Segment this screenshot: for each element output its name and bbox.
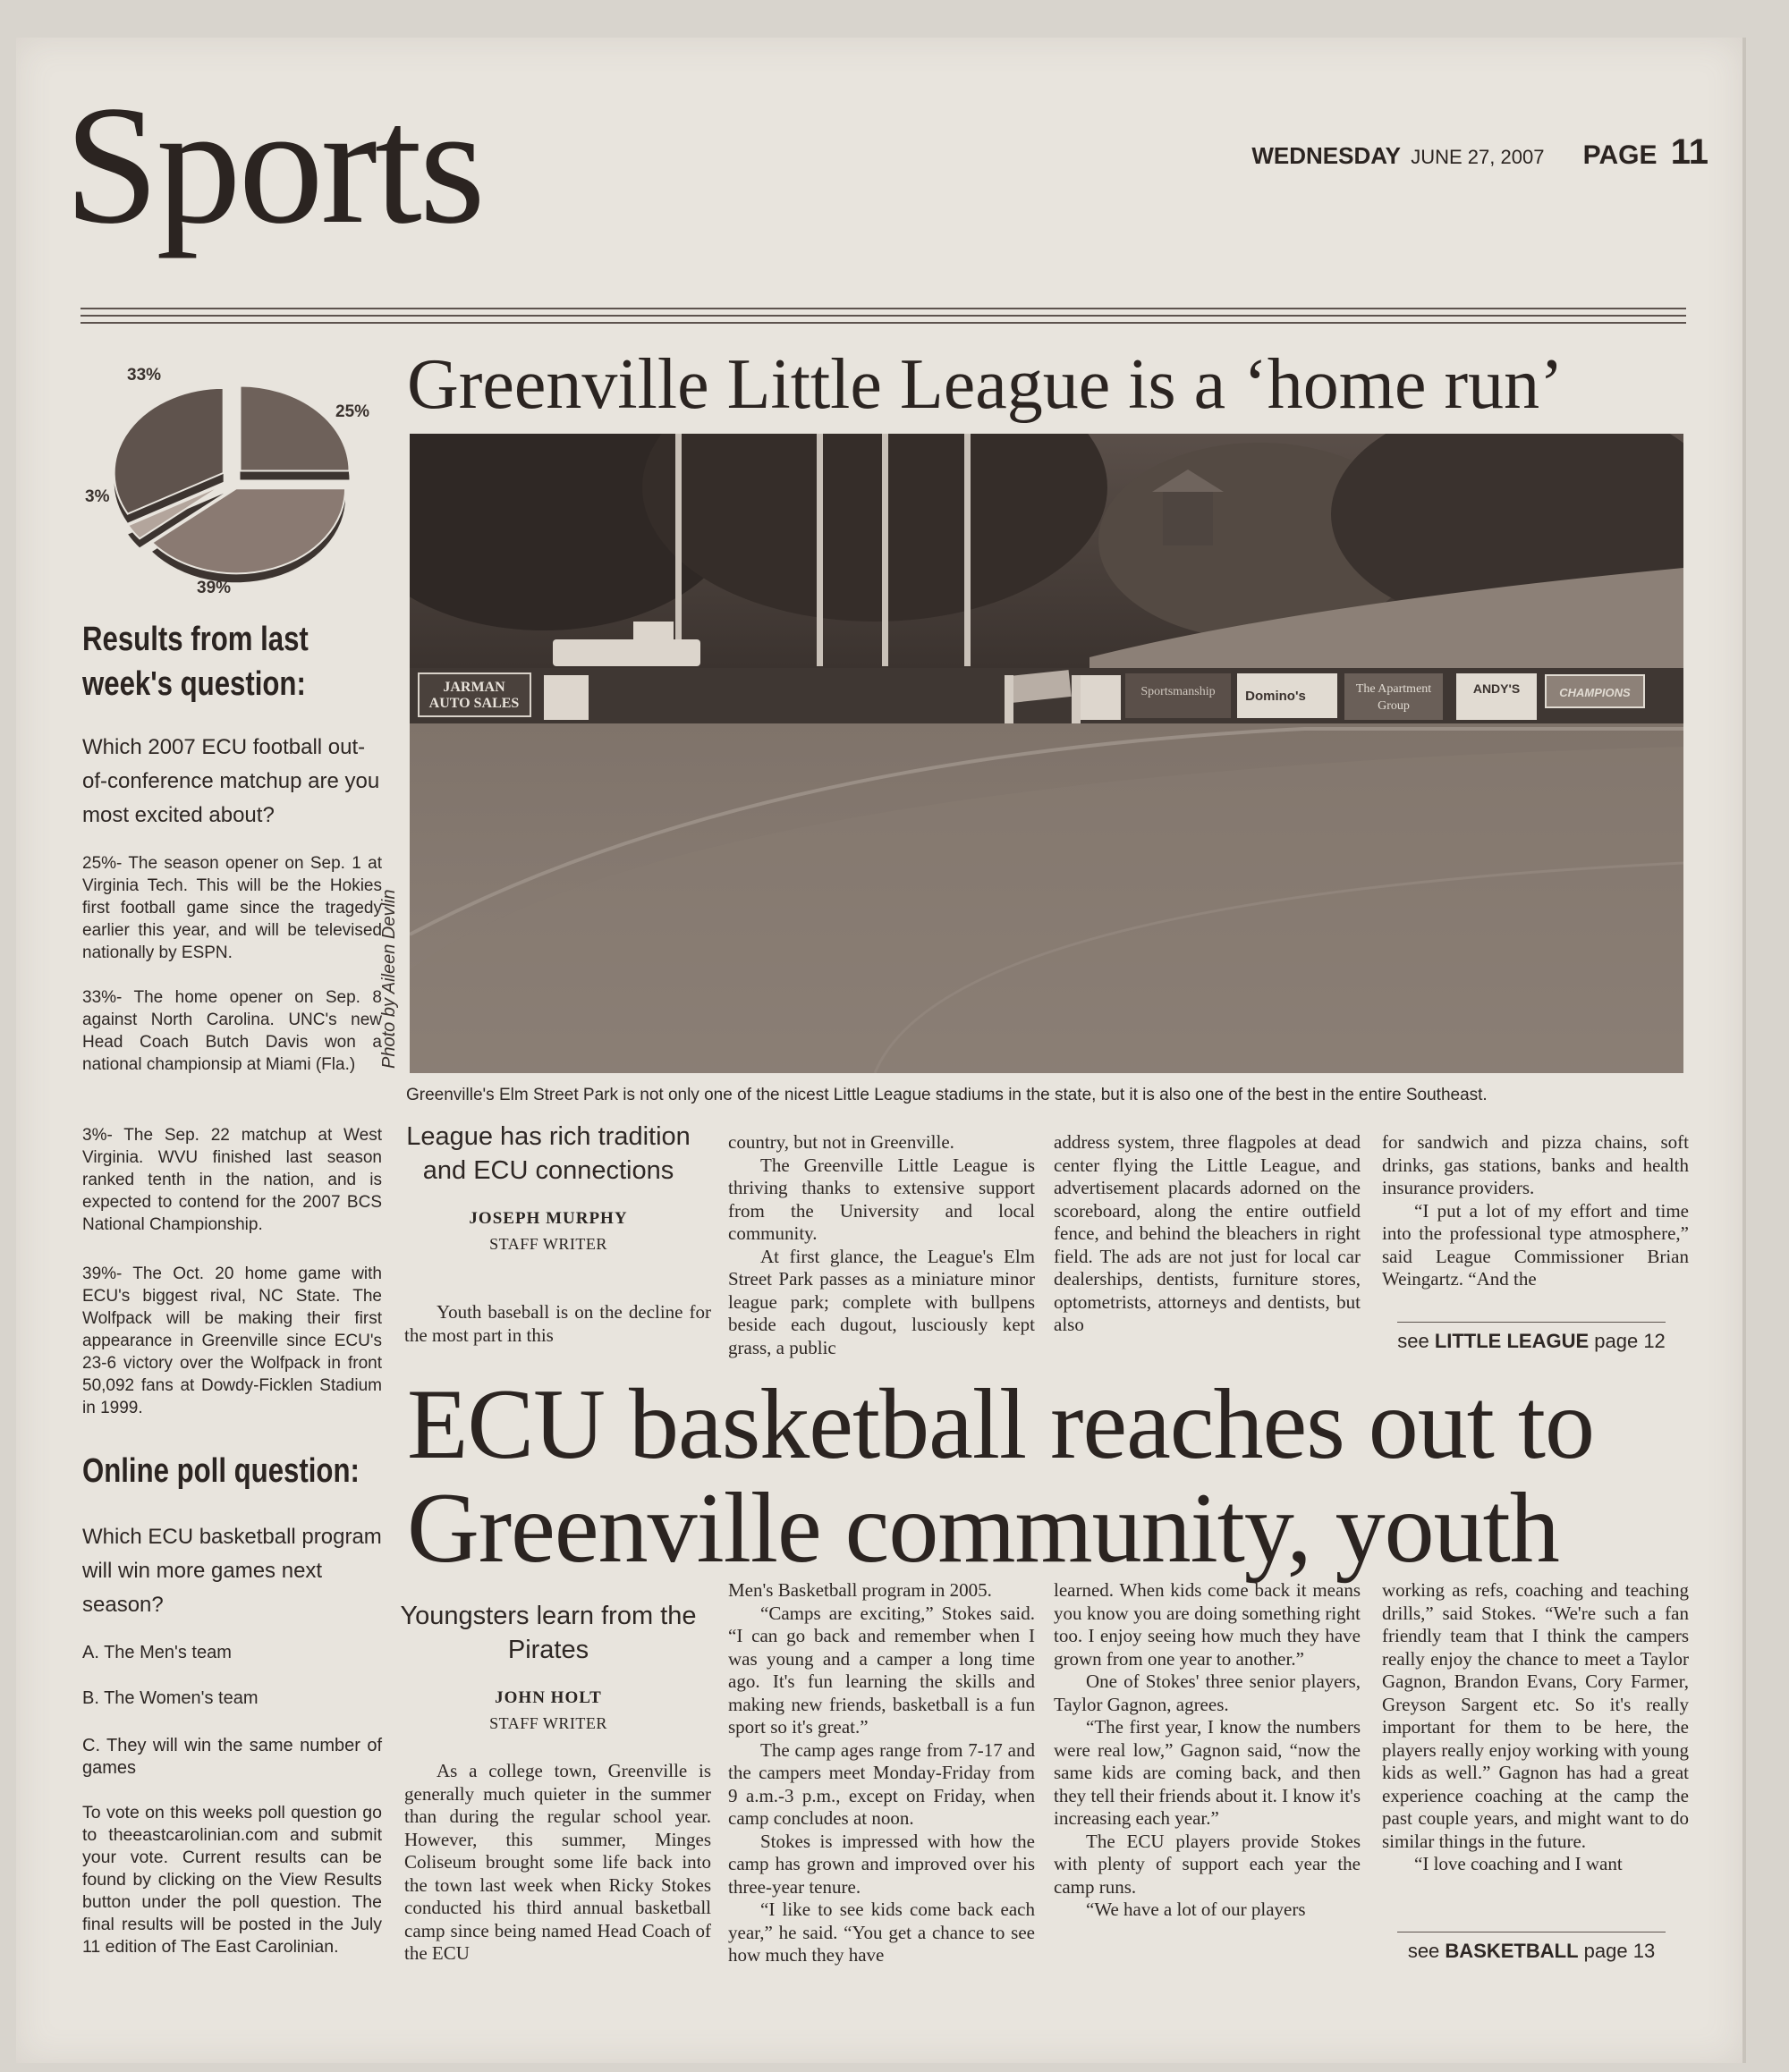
pie-svg <box>72 353 394 613</box>
online-poll-heading: Online poll question: <box>82 1452 360 1490</box>
online-poll-option-c: C. They will win the same number of games <box>82 1736 382 1778</box>
little-league-jump-link[interactable] <box>1397 1322 1666 1353</box>
basketball-paragraph: One of Stokes' three senior players, Taylor Gagnon, agrees. <box>1054 1670 1361 1715</box>
pie-slice-25pct <box>240 386 349 471</box>
basketball-headline: ECU basketball reaches out to Greenville community, youth <box>407 1369 1595 1584</box>
little-league-paragraph: At first glance, the League's Elm Street Park passes as a miniature minor league park; complete with bullpens beside each dugout, lusciously kept grass, a public <box>728 1245 1035 1358</box>
pie-label-33: 33% <box>127 366 162 385</box>
sign-champions: CHAMPIONS <box>1559 686 1631 699</box>
little-league-paragraph: address system, three flagpoles at dead center flying the Little League, and advertisement placards adorned on the scoreboard, along the entire outfield fence, and behind the bleachers in right field. The ads are not just for local car dealerships, dentists, furniture stores, optometrists, attorneys and dentists, but also <box>1054 1131 1361 1335</box>
basketball-paragraph: The camp ages range from 7-17 and the campers meet Monday-Friday from 9 a.m.-3 p.m., except on Friday, when camp concludes at noon. <box>728 1738 1035 1829</box>
basketball-byline: JOHN HOLT <box>495 1688 602 1707</box>
online-poll-option-a: A. The Men's team <box>82 1643 232 1662</box>
little-league-paragraph: Youth baseball is on the decline for the most part in this <box>404 1301 711 1346</box>
online-poll-instructions: To vote on this weeks poll question go to theeastcarolinian.com and submit your vote. Current results can be found by clicking on the View Results button under the poll question. The final results will be posted in the July 11 edition of The East Carolinian. <box>82 1803 382 1957</box>
sign-dominos: Domino's <box>1245 689 1306 704</box>
sign-jarman-2: AUTO SALES <box>428 696 520 711</box>
section-title: Sports <box>64 72 483 259</box>
poll-results-pie-chart <box>72 353 394 613</box>
park-photo-illustration <box>410 434 1683 1073</box>
little-league-column-2 <box>728 1131 1035 1359</box>
basketball-paragraph: The ECU players provide Stokes with plenty of support each year the camp runs. <box>1054 1830 1361 1898</box>
basketball-paragraph: “I like to see kids come back each year,” he said. “You get a chance to see how much they have <box>728 1899 1035 1966</box>
sign-jarman-1: JARMAN <box>443 680 505 695</box>
basketball-paragraph: “Camps are exciting,” Stokes said. “I can go back and remember when I was young and a camper a long time ago. It's fun learning the skills and making new friends, basketball is a fun sport so it's great.” <box>728 1602 1035 1738</box>
basketball-paragraph: “We have a lot of our players <box>1086 1899 1306 1920</box>
little-league-column-4 <box>1382 1131 1689 1291</box>
pie-label-3: 3% <box>85 487 110 506</box>
online-poll-option-b: B. The Women's team <box>82 1688 259 1708</box>
sign-apartment-1: The Apartment <box>1355 682 1432 696</box>
photo-caption: Greenville's Elm Street Park is not only one of the nicest Little League stadiums in the state, but it is also one of the best in the entire Southeast. <box>406 1086 1488 1104</box>
dateline <box>1251 132 1708 173</box>
pie-label-39: 39% <box>197 579 232 597</box>
elm-street-park-photo <box>410 434 1683 1073</box>
masthead-rule-top <box>81 308 1686 309</box>
sign-andys: ANDY'S <box>1472 681 1521 696</box>
basketball-column-3 <box>1054 1579 1361 1922</box>
online-poll-question: Which ECU basketball program will win more games next season? <box>82 1525 382 1617</box>
basketball-paragraph: As a college town, Greenville is generally much quieter in the summer than during the regular school year. However, this summer, Minges Coliseum brought some life back into the town last week when Ricky Stokes conducted his third annual basketball camp since being named Head Coach of the ECU <box>404 1760 711 1964</box>
poll-results-question: Which 2007 ECU football out-of-conference matchup are you most excited about? <box>82 735 380 827</box>
basketball-paragraph: “I love coaching and I want <box>1414 1853 1623 1874</box>
masthead-rule-bottom <box>81 322 1686 324</box>
little-league-headline: Greenville Little League is a ‘home run’ <box>407 345 1564 424</box>
basketball-subhead: Youngsters learn from the Pirates <box>400 1602 697 1664</box>
pie-slices <box>114 386 350 583</box>
jump-see-text: see <box>1397 1330 1429 1352</box>
little-league-paragraph: “I put a lot of my effort and time into the professional type atmosphere,” said League Commissioner Brian Weingartz. “And the <box>1382 1199 1689 1290</box>
poll-answer-2: 33%- The home opener on Sep. 8 against North Carolina. UNC's new Head Coach Butch Davis won a national championsip at Miami (Fla.) <box>82 988 382 1074</box>
basketball-column-4 <box>1382 1579 1689 1876</box>
basketball-column-1 <box>404 1760 711 1966</box>
dateline-day: WEDNESDAY <box>1251 142 1401 169</box>
sign-apartment-2: Group <box>1378 699 1410 713</box>
basketball-paragraph: “The first year, I know the numbers were real low,” Gagnon said, “now the same kids are coming back, and then they tell their friends about it. I know it's increasing each year.” <box>1054 1716 1361 1829</box>
pie-label-25: 25% <box>335 402 370 421</box>
poll-answer-3: 3%- The Sep. 22 matchup at West Virginia. WVU finished last season ranked tenth in the nation, and is expected to contend for the 2007 BCS National Championship. <box>82 1126 382 1234</box>
little-league-column-3 <box>1054 1131 1361 1337</box>
basketball-jump-link[interactable] <box>1397 1932 1666 1963</box>
basketball-paragraph: working as refs, coaching and teaching drills,” said Stokes. “We're such a fan friendly team that I think the campers really enjoy the chance to meet a Taylor Gagnon, Brandon Evans, Cory Farmer, Greyson Sargent etc. So it's really important for them to be here, the players really enjoy working with young kids as well.” Gagnon has had a great experience coaching at the camp the past couple years, and might want to do similar things in the future. <box>1382 1579 1689 1852</box>
little-league-subhead: League has rich tradition and ECU connections <box>406 1122 691 1185</box>
dateline-date: JUNE 27, 2007 <box>1411 146 1545 168</box>
little-league-paragraph: country, but not in Greenville. <box>728 1131 954 1153</box>
masthead-rule-middle <box>81 315 1686 317</box>
little-league-column-1 <box>404 1301 711 1347</box>
sign-sportsmanship: Sportsmanship <box>1140 685 1216 698</box>
little-league-byline-title: STAFF WRITER <box>489 1235 607 1253</box>
photo-credit <box>379 1038 558 1069</box>
pie-slice-39pct <box>152 488 345 573</box>
jump-section-label: LITTLE LEAGUE <box>1434 1330 1590 1352</box>
page-label: PAGE <box>1582 140 1658 170</box>
basketball-paragraph: learned. When kids come back it means you know you are doing something right too. I enjoy seeing how much they have grown from one year to another.” <box>1054 1579 1361 1670</box>
poll-results-heading: Results from last week's question: <box>82 621 309 703</box>
little-league-paragraph: The Greenville Little League is thriving thanks to extensive support from the University and local community. <box>728 1154 1035 1244</box>
jump-see-text: see <box>1407 1940 1440 1962</box>
basketball-column-2 <box>728 1579 1035 1967</box>
basketball-paragraph: Men's Basketball program in 2005. <box>728 1579 992 1601</box>
jump-page-text: page 12 <box>1594 1330 1666 1352</box>
jump-section-label: BASKETBALL <box>1445 1940 1579 1962</box>
basketball-byline-title: STAFF WRITER <box>489 1714 607 1732</box>
jump-page-text: page 13 <box>1583 1940 1656 1962</box>
poll-answer-1: 25%- The season opener on Sep. 1 at Virginia Tech. This will be the Hokies first football game since the tragedy earlier this year, and will be televised nationally by ESPN. <box>82 854 382 962</box>
little-league-paragraph: for sandwich and pizza chains, soft drinks, gas stations, banks and health insurance providers. <box>1382 1131 1689 1198</box>
little-league-byline: JOSEPH MURPHY <box>469 1209 628 1228</box>
poll-answer-4: 39%- The Oct. 20 home game with ECU's biggest rival, NC State. The Wolfpack will be making their first appearance in Greenville since ECU's 23-6 victory over the Wolfpack in front 50,092 fans at Dowdy-Ficklen Stadium in 1999. <box>82 1264 382 1417</box>
page-number: 11 <box>1670 132 1708 172</box>
basketball-paragraph: Stokes is impressed with how the camp has grown and improved over his three-year tenure. <box>728 1830 1035 1898</box>
